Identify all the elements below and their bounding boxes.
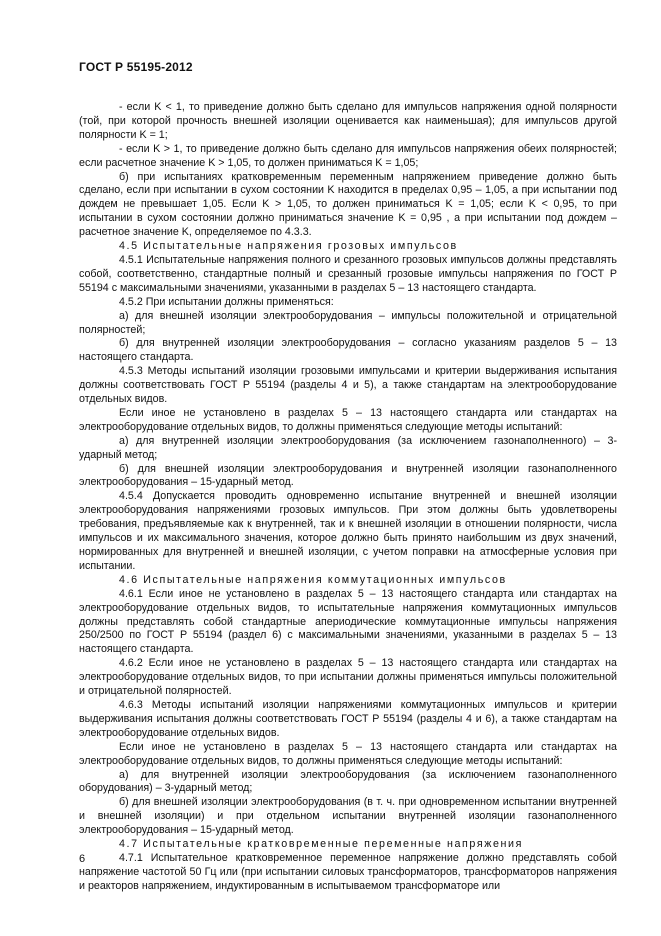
paragraph: - если K > 1, то приведение должно быть сделано для импульсов напряжения обеих полярностей; если расчетное значение K > 1,05, то должен приниматься K = 1,05; [79, 142, 617, 169]
section-heading: 4.6 Испытательные напряжения коммутационных импульсов [119, 573, 507, 586]
paragraph: а) для внутренней изоляции электрооборудования (за исключением газонаполненного оборудования) – 3-ударный метод; [79, 768, 617, 795]
paragraph: 4.5.3 Методы испытаний изоляции грозовыми импульсами и критерии выдерживания испытания должны соответствовать ГОСТ Р 55194 (разделы 4 и 5), а также стандартам на электрооборудование отдельных видов. [79, 365, 617, 406]
paragraph: б) для внешней изоляции электрооборудования (в т. ч. при одновременном испытании внутренней и внешней изоляции) и при отдельном испытании внутренней изоляции газонаполненного электрооборудования – 15-ударный метод. [79, 796, 617, 837]
paragraph: Если иное не установлено в разделах 5 – 13 настоящего стандарта или стандартах на электрооборудование отдельных видов, то должны применяться следующие методы испытаний: [79, 406, 617, 433]
paragraph: а) для внутренней изоляции электрооборудования (за исключением газонаполненного) – 3-ударный метод; [79, 434, 617, 461]
paragraph: Если иное не установлено в разделах 5 – 13 настоящего стандарта или стандартах на электрооборудование отдельных видов, то должны применяться следующие методы испытаний: [79, 740, 617, 767]
paragraph: 4.6.2 Если иное не установлено в разделах 5 – 13 настоящего стандарта или стандартах на электрооборудование отдельных видов, то при испытании должны применяться импульсы положительной и отрицательной полярностей. [79, 657, 617, 698]
section-heading: 4.7 Испытательные кратковременные переменные напряжения [119, 838, 523, 851]
paragraph: 4.6.1 Если иное не установлено в разделах 5 – 13 настоящего стандарта или стандартах на электрооборудование отдельных видов, то испытательные напряжения коммутационных импульсов должны представлять собой стандартные апериодические коммутационные импульсы напряжения 250/2500 по ГОСТ Р 55194 (раздел 6) с максимальными значениями, указанными в разделах 5 – 13 настоящего стандарта. [79, 587, 617, 656]
paragraph: б) при испытаниях кратковременным переменным напряжением приведение должно быть сделано, если при испытании в сухом состоянии K находится в пределах 0,95 – 1,05, а при испытании под дождем не превышает 1,05. Если K > 1,05, то должен приниматься K = 1,05; если K < 0,95, то при испытании в сухом состоянии должно приниматься значение K = 0,95 , а при испытании под дождем – расчетное значение K, определяемое по 4.3.3. [79, 170, 617, 239]
paragraph: а) для внешней изоляции электрооборудования – импульсы положительной и отрицательной полярностей; [79, 309, 617, 336]
paragraph: 4.5.2 При испытании должны применяться: [119, 295, 334, 308]
page-number: 6 [79, 853, 86, 865]
paragraph: б) для внешней изоляции электрооборудования и внутренней изоляции газонаполненного электрооборудования – 15-ударный метод. [79, 462, 617, 489]
paragraph: 4.5.4 Допускается проводить одновременно испытание внутренней и внешней изоляции электрооборудования напряжениями грозовых импульсов. При этом должны быть удовлетворены требования, предъявляемые как к внутренней, так и к внешней изоляции в отношении полярности, числа импульсов и их максимального значения, которое должно быть принято наибольшим из двух значений, нормированных для внутренней и внешней изоляции, с учетом поправки на атмосферные условия при испытании. [79, 490, 617, 572]
paragraph: 4.6.3 Методы испытаний изоляции напряжениями коммутационных импульсов и критерии выдерживания испытания должны соответствовать ГОСТ Р 55194 (разделы 4 и 6), а также стандартам на электрооборудование отдельных видов. [79, 698, 617, 739]
document-header: ГОСТ Р 55195-2012 [79, 60, 193, 74]
section-heading: 4.5 Испытательные напряжения грозовых импульсов [119, 240, 458, 253]
paragraph: б) для внутренней изоляции электрооборудования – согласно указаниям разделов 5 – 13 настоящего стандарта. [79, 337, 617, 364]
document-body [79, 101, 617, 894]
paragraph: 4.7.1 Испытательное кратковременное переменное напряжение должно представлять собой напряжение частотой 50 Гц или (при испытании силовых трансформаторов, трансформаторов напряжения и реакторов напряжением, индуктированным в испытываемом трансформаторе или [79, 851, 617, 892]
paragraph: - если K < 1, то приведение должно быть сделано для импульсов напряжения одной полярности (той, при которой прочность внешней изоляции оценивается как наименьшая); для импульсов другой полярности K = 1; [79, 101, 617, 141]
paragraph: 4.5.1 Испытательные напряжения полного и срезанного грозовых импульсов должны представлять собой, соответственно, стандартные полный и срезанный грозовые импульсы напряжения по ГОСТ Р 55194 с максимальными значениями, указанными в разделах 5 – 13 настоящего стандарта. [79, 253, 617, 294]
